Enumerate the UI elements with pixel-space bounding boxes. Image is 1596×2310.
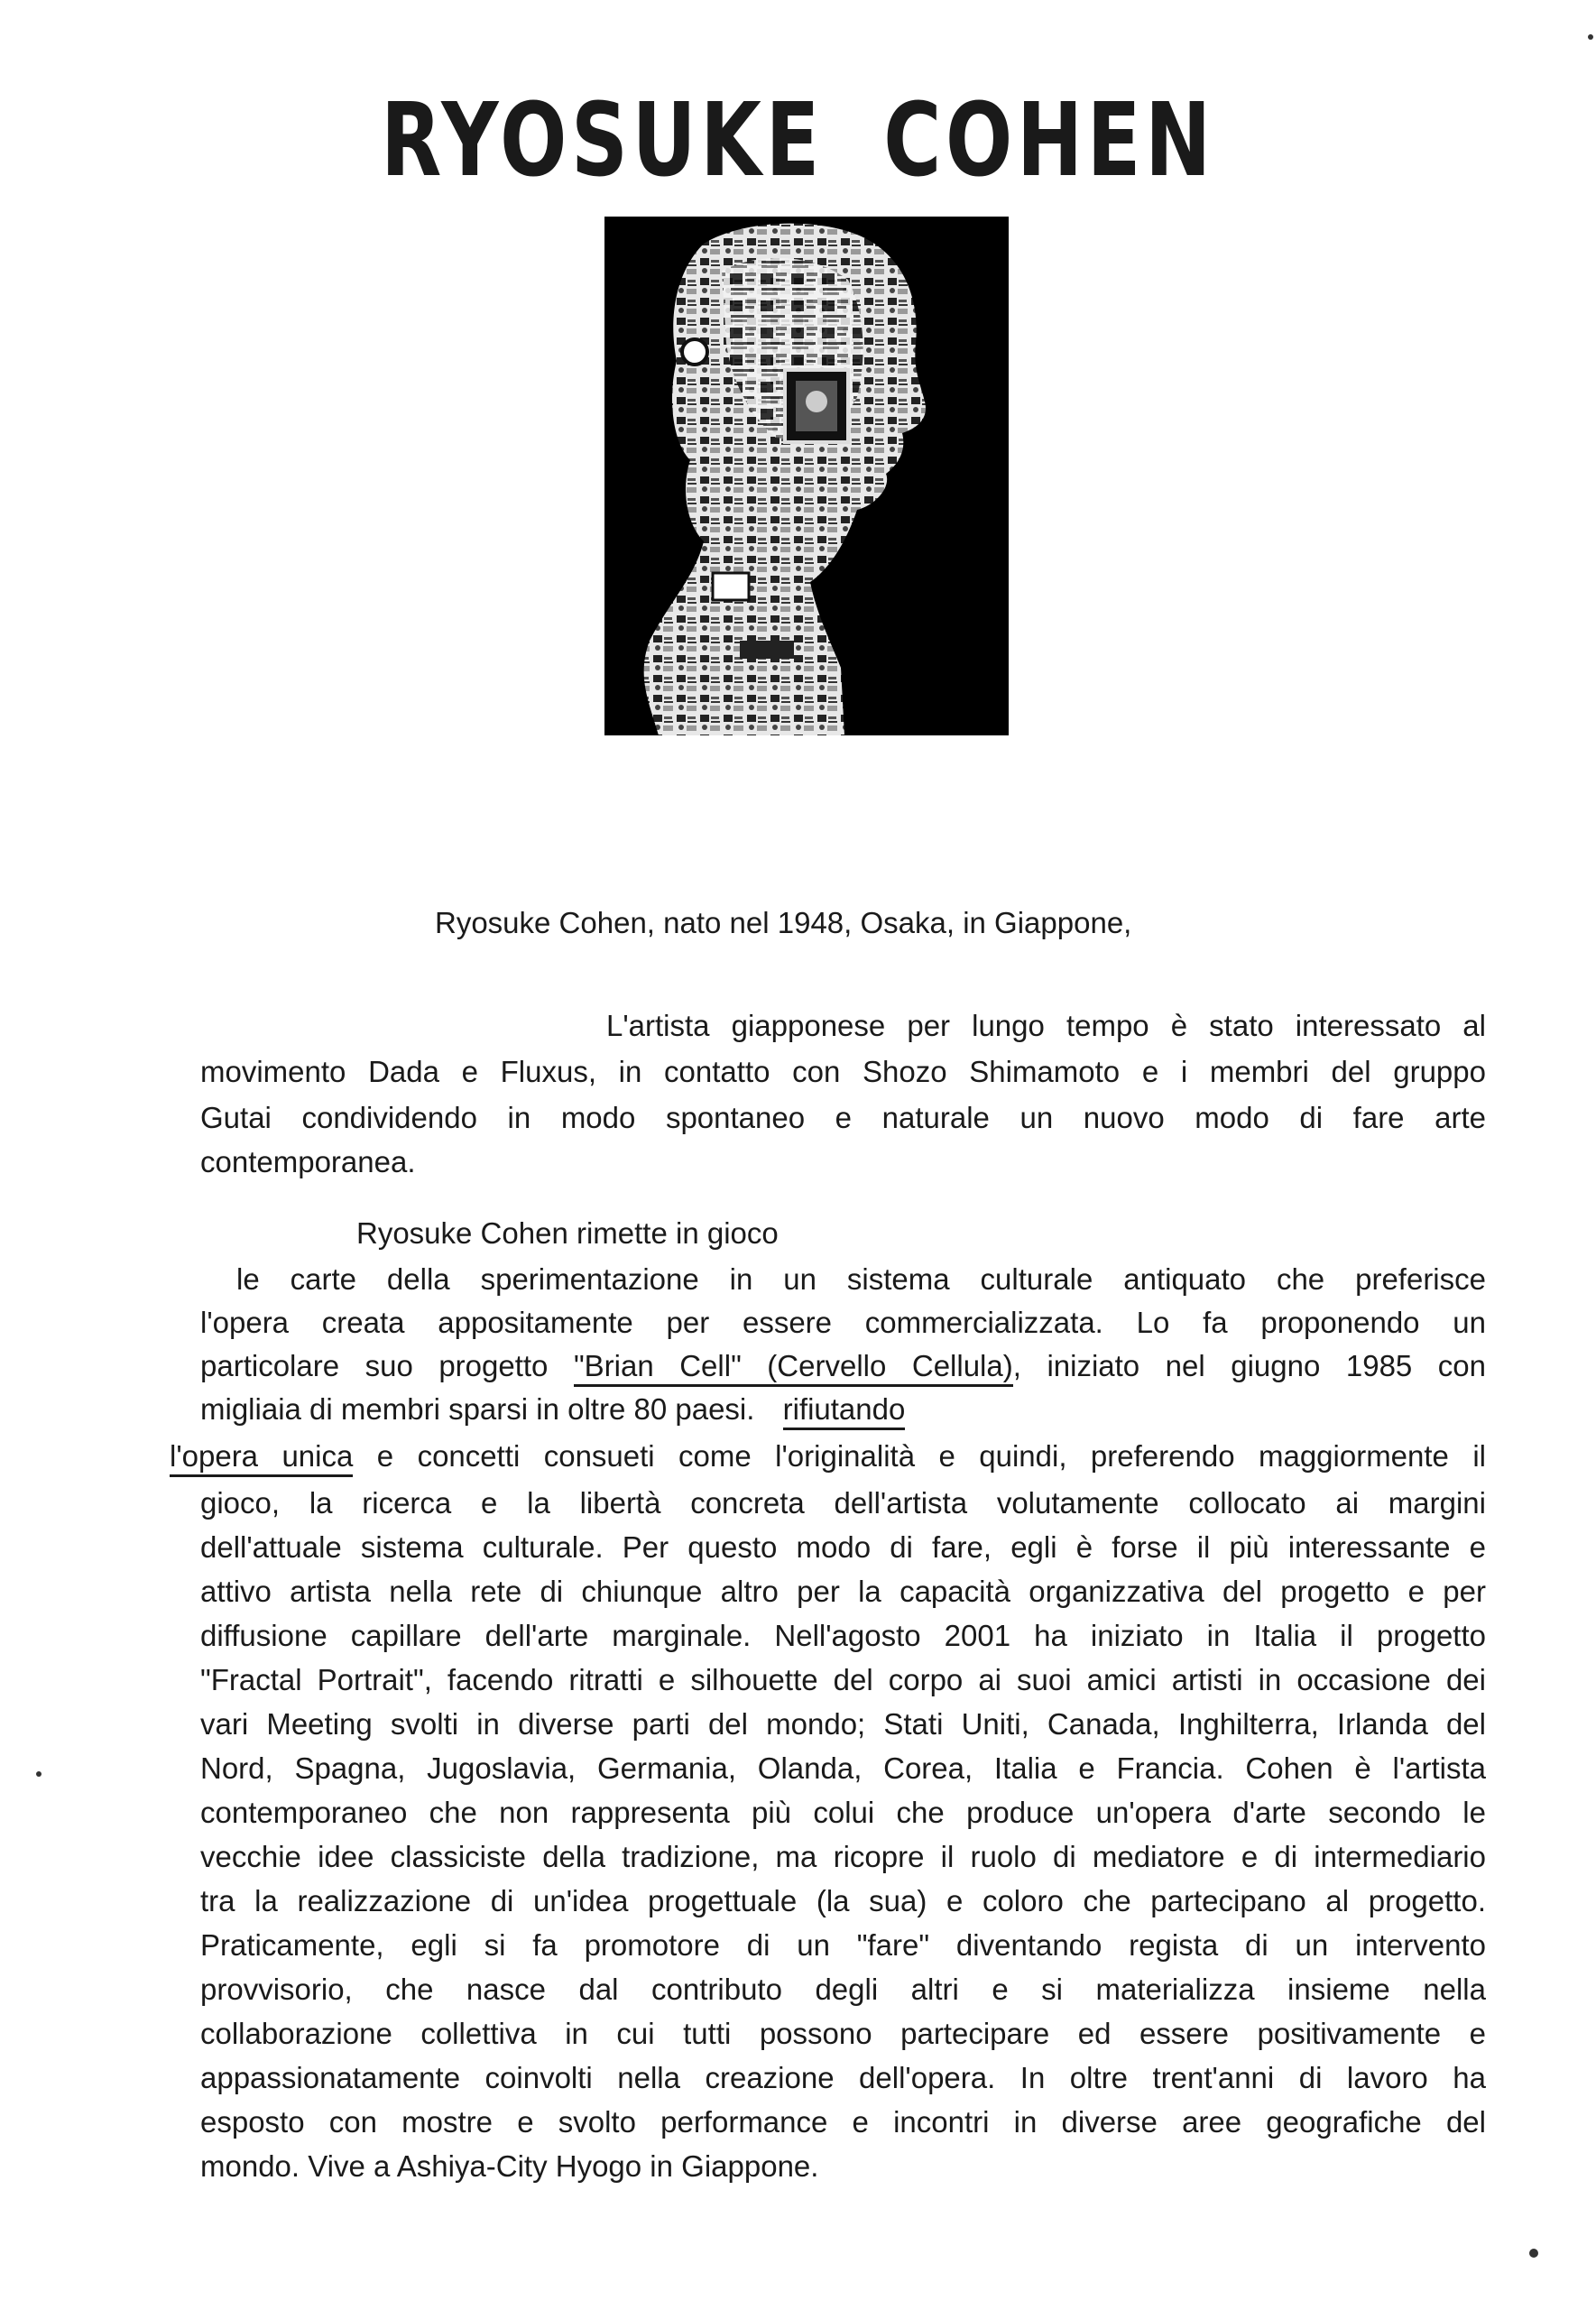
underlined-text: rifiutando xyxy=(783,1392,906,1430)
text-segment: migliaia di membri sparsi in oltre 80 paesi. xyxy=(200,1392,755,1426)
paragraph-line: provvisorio, che nasce dal contributo degli altri e si materializza insieme nella xyxy=(200,1973,1486,2006)
paragraph-line: dell'attuale sistema culturale. Per questo modo di fare, egli è forse il più interessante e xyxy=(200,1530,1486,1564)
paragraph-line: contemporaneo che non rappresenta più colui che produce un'opera d'arte secondo le xyxy=(200,1796,1486,1829)
paragraph-line: tra la realizzazione di un'idea progettuale (la sua) e coloro che partecipano al progetto. xyxy=(200,1884,1486,1917)
paragraph-line: vari Meeting svolti in diverse parti del mondo; Stati Uniti, Canada, Inghilterra, Irlanda del xyxy=(200,1707,1486,1741)
scan-speck xyxy=(1588,34,1593,40)
scan-speck xyxy=(36,1771,42,1777)
paragraph-line: le carte della sperimentazione in un sistema culturale antiquato che preferisce xyxy=(236,1262,1486,1296)
paragraph-line: appassionatamente coinvolti nella creazione dell'opera. In oltre trent'anni di lavoro ha xyxy=(200,2061,1486,2094)
paragraph-line xyxy=(200,1391,905,1428)
paragraph-line xyxy=(200,1348,1486,1384)
text-segment: e concetti consueti come l'originalità e quindi, preferendo maggiormente il xyxy=(353,1439,1487,1473)
paragraph-line: Ryosuke Cohen rimette in gioco xyxy=(356,1216,779,1250)
paragraph-line: vecchie idee classiciste della tradizione, ma ricopre il ruolo di mediatore e di intermediario xyxy=(200,1840,1486,1873)
text-segment: , iniziato nel giugno 1985 con xyxy=(1012,1349,1486,1382)
paragraph-line: L'artista giapponese per lungo tempo è stato interessato al xyxy=(606,1009,1486,1042)
paragraph-line: Nord, Spagna, Jugoslavia, Germania, Olanda, Corea, Italia e Francia. Cohen è l'artista xyxy=(200,1751,1486,1785)
collage-silhouette-portrait-icon xyxy=(604,217,1009,735)
paragraph-line: attivo artista nella rete di chiunque altro per la capacità organizzativa del progetto e per xyxy=(200,1575,1486,1608)
paragraph-line: collaborazione collettiva in cui tutti possono partecipare ed essere positivamente e xyxy=(200,2017,1486,2050)
paragraph-line: contemporanea. xyxy=(200,1145,416,1178)
paragraph-line: Praticamente, egli si fa promotore di un "fare" diventando regista di un intervento xyxy=(200,1928,1486,1962)
text-segment: particolare suo progetto xyxy=(200,1349,549,1382)
intro-line: Ryosuke Cohen, nato nel 1948, Osaka, in Giappone, xyxy=(435,906,1132,939)
paragraph-line: gioco, la ricerca e la libertà concreta dell'artista volutamente collocato ai margini xyxy=(200,1486,1486,1520)
paragraph-line: movimento Dada e Fluxus, in contatto con Shozo Shimamoto e i membri del gruppo xyxy=(200,1055,1486,1088)
underlined-project-name: "Brian Cell" (Cervello Cellula) xyxy=(574,1349,1013,1387)
paragraph-line: diffusione capillare dell'arte marginale. Nell'agosto 2001 ha iniziato in Italia il progetto xyxy=(200,1619,1486,1652)
paragraph-line: l'opera creata appositamente per essere commercializzata. Lo fa proponendo un xyxy=(200,1306,1486,1339)
paragraph-line: esposto con mostre e svolto performance e incontri in diverse aree geografiche del xyxy=(200,2105,1486,2139)
paragraph-line: Gutai condividendo in modo spontaneo e naturale un nuovo modo di fare arte xyxy=(200,1101,1486,1134)
paragraph-line: "Fractal Portrait", facendo ritratti e silhouette del corpo ai suoi amici artisti in occasione dei xyxy=(200,1663,1486,1696)
underlined-text: l'opera unica xyxy=(170,1439,353,1477)
paragraph-line: mondo. Vive a Ashiya-City Hyogo in Giappone. xyxy=(200,2149,819,2183)
collage-portrait-image xyxy=(604,217,1009,735)
page-title: RYOSUKE COHEN xyxy=(381,82,1215,199)
paragraph-line xyxy=(170,1438,1486,1474)
scan-speck xyxy=(1529,2249,1538,2258)
